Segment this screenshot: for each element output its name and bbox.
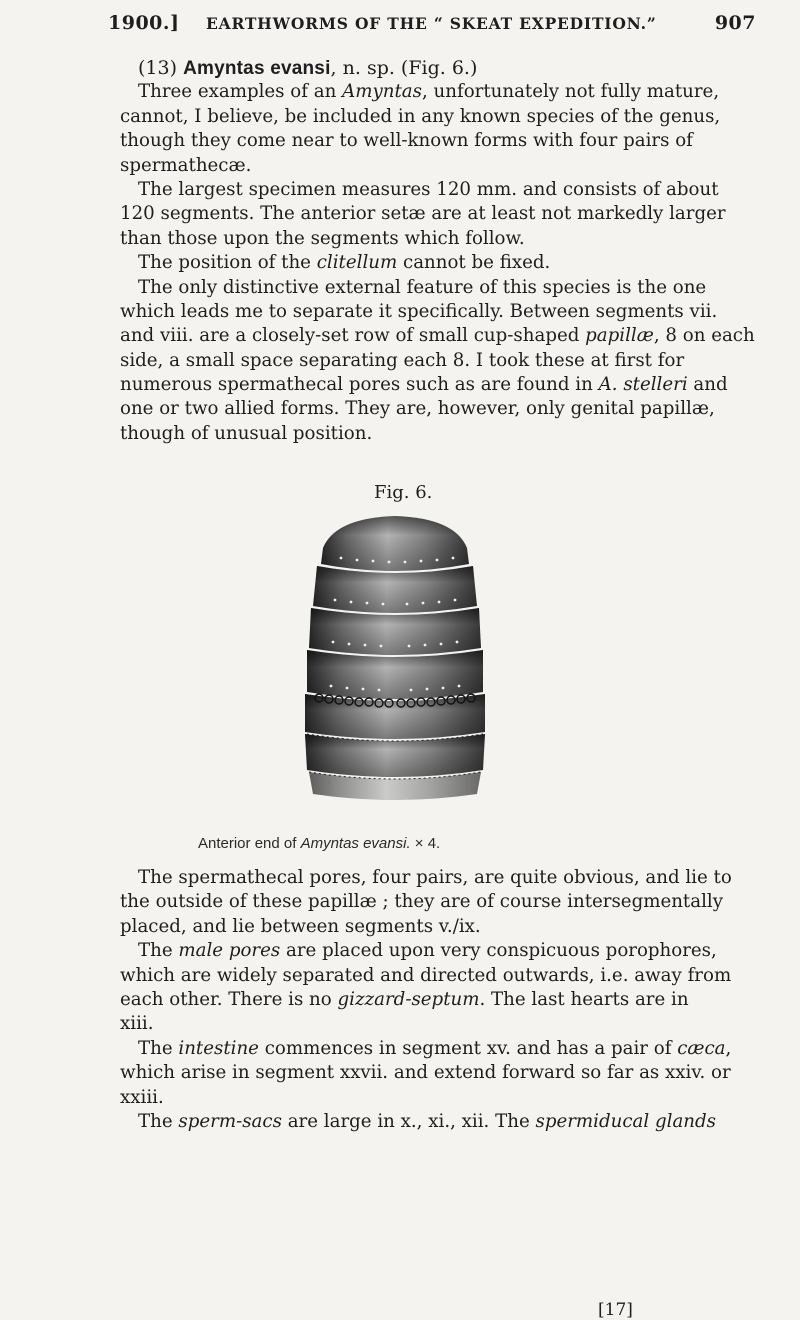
body-text-top bbox=[120, 56, 766, 446]
paragraph-line: side, a small space separating each 8. I took these at first for bbox=[120, 349, 685, 371]
paragraph-line: The intestine commences in segment xv. and has a pair of cæca, bbox=[138, 1037, 732, 1059]
paragraph-line: which leads me to separate it specifically. Between segments vii. bbox=[120, 300, 718, 322]
paragraph-line: one or two allied forms. They are, however, only genital papillæ, bbox=[120, 398, 715, 420]
section-heading: (13) Amyntas evansi, n. sp. (Fig. 6.) bbox=[138, 57, 478, 79]
paragraph-line: though they come near to well-known forms with four pairs of bbox=[120, 130, 693, 152]
paragraph-line: than those upon the segments which follow. bbox=[120, 227, 525, 249]
signature-mark: [17] bbox=[598, 1300, 633, 1320]
paragraph-line: each other. There is no gizzard-septum. The last hearts are in bbox=[120, 988, 689, 1010]
body-text-bottom bbox=[120, 866, 766, 1134]
header-year: 1900.] bbox=[108, 12, 180, 34]
paragraph-line: xxiii. bbox=[120, 1086, 164, 1108]
paragraph-line: the outside of these papillæ ; they are of course intersegmentally bbox=[120, 891, 723, 913]
figure-title: Fig. 6. bbox=[374, 482, 433, 503]
header-page-number: 907 bbox=[714, 12, 756, 34]
paragraph-line: and viii. are a closely-set row of small cup-shaped papillæ, 8 on each bbox=[120, 325, 755, 347]
paragraph-line: 120 segments. The anterior setæ are at least not markedly larger bbox=[120, 203, 726, 225]
paragraph-line: xiii. bbox=[120, 1013, 154, 1035]
paragraph-line: numerous spermathecal pores such as are found in A. stelleri and bbox=[120, 374, 728, 396]
paragraph-line: The largest specimen measures 120 mm. and consists of about bbox=[138, 178, 719, 200]
paragraph-line: placed, and lie between segments v./ix. bbox=[120, 915, 481, 937]
paragraph-line: The spermathecal pores, four pairs, are quite obvious, and lie to bbox=[138, 867, 732, 888]
running-header bbox=[108, 12, 756, 40]
paragraph-line: Three examples of an Amyntas, unfortunately not fully mature, bbox=[138, 81, 720, 103]
paragraph-line: cannot, I believe, be included in any known species of the genus, bbox=[120, 105, 721, 127]
paragraph-line: The sperm-sacs are large in x., xi., xii. The spermiducal glands bbox=[138, 1110, 716, 1132]
paragraph-line: The only distinctive external feature of this species is the one bbox=[138, 276, 707, 298]
paragraph-line: though of unusual position. bbox=[120, 422, 373, 444]
paragraph-line: The position of the clitellum cannot be fixed. bbox=[138, 252, 551, 274]
paragraph-line: The male pores are placed upon very conspicuous porophores, bbox=[138, 940, 717, 962]
earthworm-drawing-icon bbox=[245, 508, 545, 808]
paragraph-line: which arise in segment xxvii. and extend forward so far as xxiv. or bbox=[120, 1062, 731, 1084]
paragraph-line: which are widely separated and directed outwards, i.e. away from bbox=[120, 964, 732, 986]
header-running-title: EARTHWORMS OF THE “ SKEAT EXPEDITION.” bbox=[206, 14, 657, 33]
earthworm-illustration bbox=[245, 508, 545, 808]
figure-caption: Anterior end of Amyntas evansi. × 4. bbox=[198, 835, 441, 852]
paragraph-line: spermathecæ. bbox=[120, 154, 252, 176]
